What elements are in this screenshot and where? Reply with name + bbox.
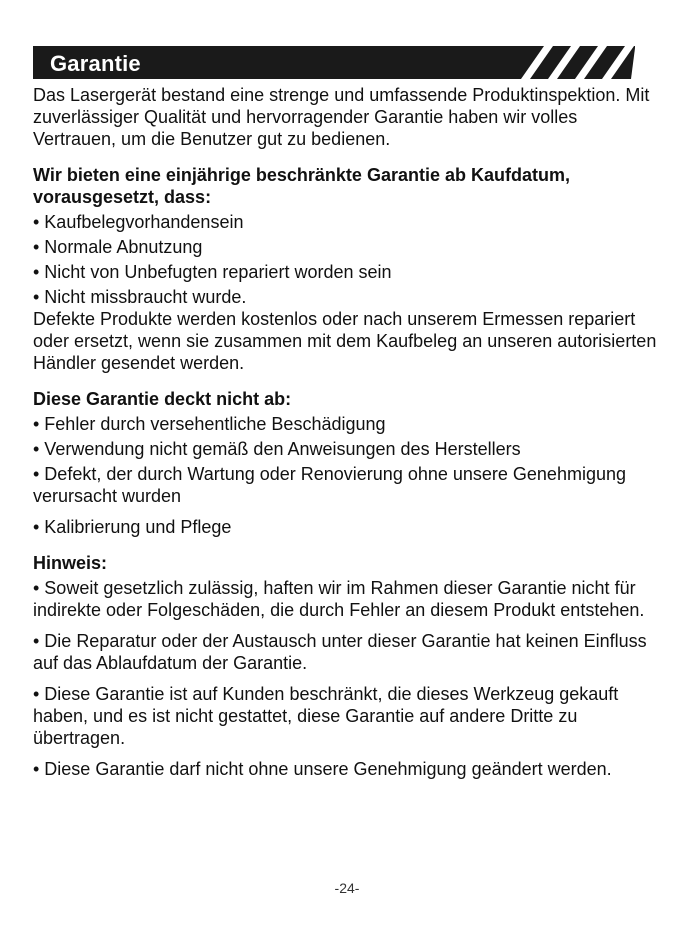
notes-heading: Hinweis: [33,553,108,573]
note-item: • Diese Garantie darf nicht ohne unsere Genehmigung geändert werden. [33,759,612,779]
exclusion-item: • Defekt, der durch Wartung oder Renovierung ohne unsere Genehmigung verursacht wurden [33,464,626,506]
note-item: • Soweit gesetzlich zulässig, haften wir im Rahmen dieser Garantie nicht für indirekte oder Folgeschäden, die durch Fehler an diesem Produkt entstehen. [33,578,645,620]
warranty-content [33,84,658,780]
exclusion-item: • Kalibrierung und Pflege [33,517,232,537]
page-title: Garantie [50,51,141,76]
condition-item: • Normale Abnutzung [33,237,203,257]
note-item: • Die Reparatur oder der Austausch unter dieser Garantie hat keinen Einfluss auf das Ablaufdatum der Garantie. [33,631,647,673]
exclusion-item: • Verwendung nicht gemäß den Anweisungen des Herstellers [33,439,521,459]
intro-paragraph: Das Lasergerät bestand eine strenge und umfassende Produktinspektion. Mit zuverlässiger Qualität und hervorragender Garantie haben wir volles Vertrauen, um die Benutzer gut zu bedienen. [33,85,650,149]
condition-item: • Nicht missbraucht wurde. [33,287,247,307]
page-number: -24- [334,880,360,896]
warranty-note: Defekte Produkte werden kostenlos oder nach unserem Ermessen repariert oder ersetzt, wenn sie zusammen mit dem Kaufbeleg an unseren autorisierten Händler gesendet werden. [33,309,657,373]
exclusion-item: • Fehler durch versehentliche Beschädigung [33,414,386,434]
condition-item: • Nicht von Unbefugten repariert worden sein [33,262,392,282]
exclusions-heading: Diese Garantie deckt nicht ab: [33,389,292,409]
warranty-heading: Wir bieten eine einjährige beschränkte Garantie ab Kaufdatum, vorausgesetzt, dass: [33,165,570,207]
condition-item: • Kaufbelegvorhandensein [33,212,244,232]
note-item: • Diese Garantie ist auf Kunden beschränkt, die dieses Werkzeug gekauft haben, und es ist nicht gestattet, diese Garantie auf andere Dritte zu übertragen. [33,684,619,748]
